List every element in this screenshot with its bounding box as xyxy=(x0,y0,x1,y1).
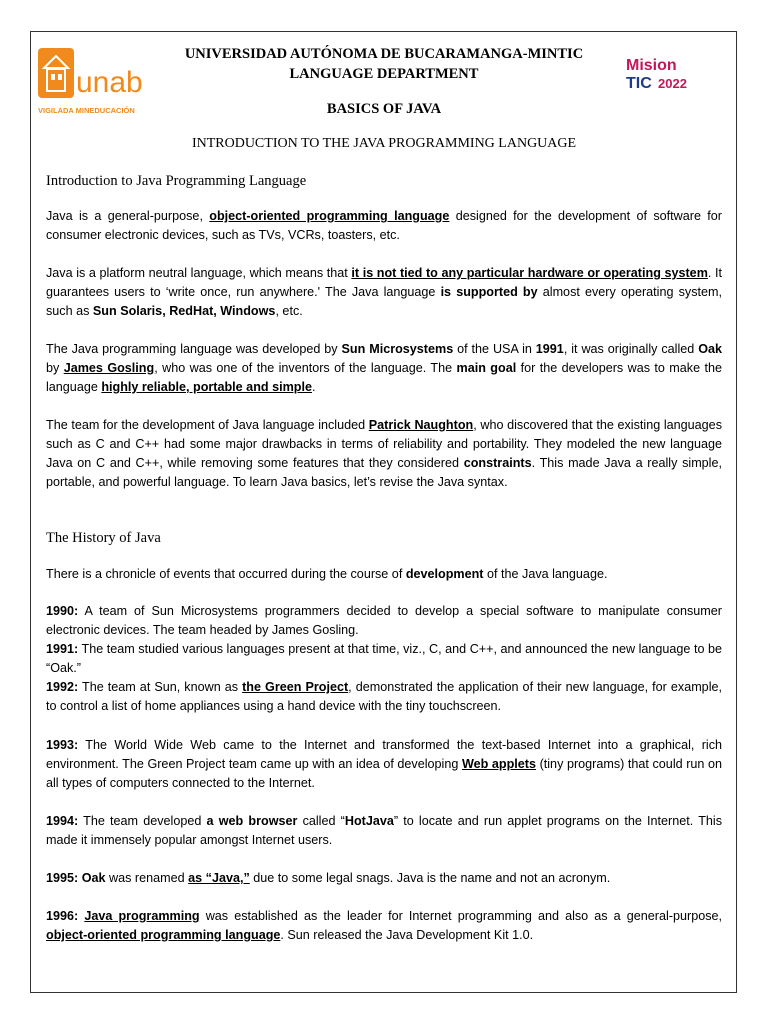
university-heading: UNIVERSIDAD AUTÓNOMA DE BUCARAMANGA-MINTIC xyxy=(184,46,584,62)
paragraph-timeline-1990-1992: 1990: A team of Sun Microsystems programmers decided to develop a special software to manipulate consumer electronic devices. The team headed by James Gosling. 1991: The team studied various languages present at that time, viz., C, and C++, and announced the new language to be “Oak.” 1992: The team at Sun, known as the Green Project, demonstrated the application of their new language, for example, to control a list of home appliances using a hand device with the tiny touchscreen. xyxy=(46,604,722,713)
department-heading: LANGUAGE DEPARTMENT xyxy=(289,66,479,82)
paragraph-history-intro: There is a chronicle of events that occurred during the course of development of the Java language. xyxy=(46,567,608,581)
year-text: 2022 xyxy=(658,76,687,91)
paragraph-timeline-1993: 1993: The World Wide Web came to the Internet and transformed the text-based Internet into a graphical, rich environment. The Green Project team came up with an idea of developing Web applets (tiny programs) that could run on all types of computers connected to the Internet. xyxy=(46,738,722,790)
paragraph-timeline-1995: 1995: Oak was renamed as “Java,” due to some legal snags. Java is the name and not an acronym. xyxy=(46,871,611,885)
tic-text: TIC xyxy=(626,75,652,92)
history-section-title: The History of Java xyxy=(46,530,161,546)
document-subtitle: INTRODUCTION TO THE JAVA PROGRAMMING LANGUAGE xyxy=(191,136,577,151)
unab-logo xyxy=(36,46,144,120)
mision-tic-logo xyxy=(622,50,704,94)
paragraph-intro-4: The team for the development of Java language included Patrick Naughton, who discovered that the existing languages such as C and C++ had some major drawbacks in terms of reliability and portability. They modeled the new language Java on C and C++, while removing some features that they considered constraints. This made Java a really simple, portable, and powerful language. To learn Java basics, let’s revise the Java syntax. xyxy=(46,418,722,489)
mision-text: Mision xyxy=(626,57,677,74)
unab-wordmark: unab xyxy=(76,66,143,99)
intro-section-title: Introduction to Java Programming Language xyxy=(46,173,307,189)
unab-tagline: VIGILADA MINEDUCACIÓN xyxy=(38,106,135,115)
course-heading: BASICS OF JAVA xyxy=(326,101,442,117)
paragraph-intro-1: Java is a general-purpose, object-oriented programming language designed for the development of software for consumer electronic devices, such as TVs, VCRs, toasters, etc. xyxy=(46,209,722,242)
paragraph-timeline-1996: 1996: Java programming was established as the leader for Internet programming and also as a general-purpose, object-oriented programming language. Sun released the Java Development Kit 1.0. xyxy=(46,909,722,942)
paragraph-intro-2: Java is a platform neutral language, which means that it is not tied to any particular hardware or operating system. It guarantees users to ‘write once, run anywhere.' The Java language is supported by almost every operating system, such as Sun Solaris, RedHat, Windows, etc. xyxy=(46,266,722,318)
paragraph-timeline-1994: 1994: The team developed a web browser called “HotJava” to locate and run applet programs on the Internet. This made it immensely popular amongst Internet users. xyxy=(46,814,722,847)
paragraph-intro-3: The Java programming language was developed by Sun Microsystems of the USA in 1991, it was originally called Oak by James Gosling, who was one of the inventors of the language. The main goal for the developers was to make the language highly reliable, portable and simple. xyxy=(46,342,723,394)
